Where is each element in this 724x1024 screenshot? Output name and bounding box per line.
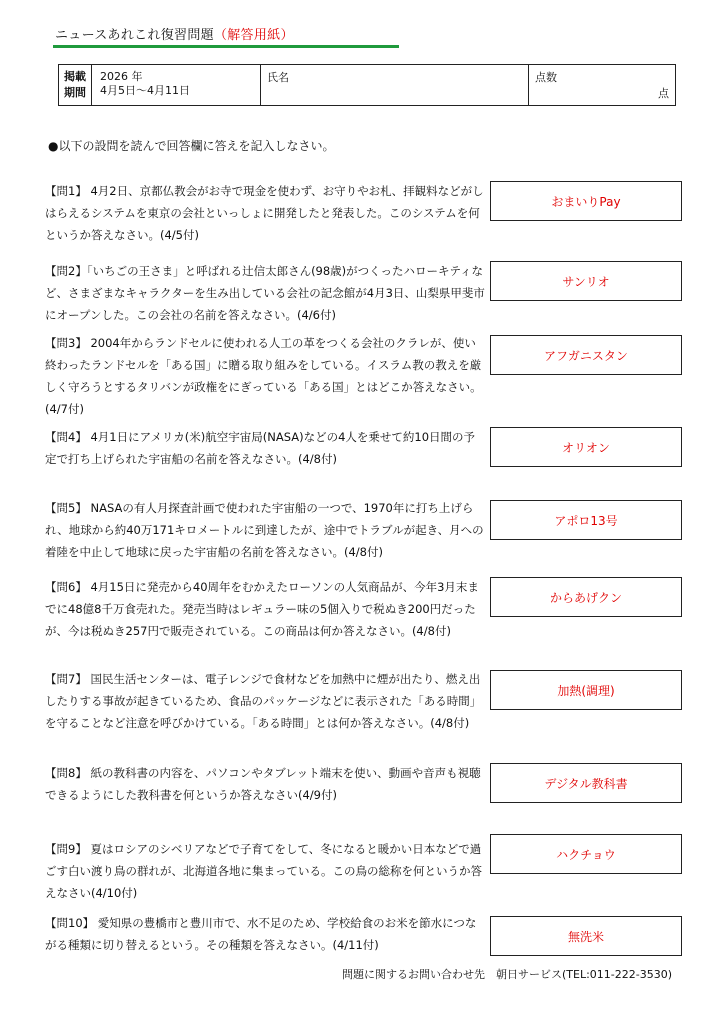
question-5: 【問5】 NASAの有人月探査計画で使われた宇宙船の一つで、1970年に打ち上げられ、地球から約40万171キロメートルに到達したが、途中でトラブルが起き、月への着陸を中止して地球に戻った宇宙船の名前を答えなさい。(4/8付)	[45, 501, 484, 559]
question-4: 【問4】 4月1日にアメリカ(米)航空宇宙局(NASA)などの4人を乗せて約10日間の予定で打ち上げられた宇宙船の名前を答えなさい。(4/8付)	[45, 430, 476, 466]
answer-box-5[interactable]: アポロ13号	[490, 500, 682, 540]
period-cell	[92, 65, 261, 105]
answer-box-9[interactable]: ハクチョウ	[490, 834, 682, 874]
question-1: 【問1】 4月2日、京都仏教会がお寺で現金を使わず、お守りやお札、拝観料などがしはらえるシステムを東京の会社といっしょに開発したと発表した。このシステムを何というか答えなさい。(4/5付)	[45, 184, 484, 242]
question-2: 【問2】「いちごの王さま」と呼ばれる辻信太郎さん(98歳)がつくったハローキティなど、さまざまなキャラクターを生み出している会社の記念館が4月3日、山梨県甲斐市にオープンした。この会社の名前を答えなさい。(4/6付)	[45, 264, 485, 322]
answer-box-4[interactable]: オリオン	[490, 427, 682, 467]
question-6: 【問6】 4月15日に発売から40周年をむかえたローソンの人気商品が、今年3月末までに48億8千万食売れた。発売当時はレギュラー味の5個入りで税ぬき200円だったが、今は税ぬき257円で販売されている。この商品は何か答えなさい。(4/8付)	[45, 580, 479, 638]
title-main: ニュースあれこれ復習問題	[55, 28, 214, 43]
period-year: 2026 年	[100, 70, 143, 83]
question-3: 【問3】 2004年からランドセルに使われる人工の革をつくる会社のクラレが、使い終わったランドセルを「ある国」に贈る取り組みをしている。イスラム教の教えを厳しく守ろうとするタリバンが政権をにぎっている「ある国」とはどこか答えなさい。(4/7付)	[45, 336, 482, 416]
answer-box-2[interactable]: サンリオ	[490, 261, 682, 301]
answer-box-10[interactable]: 無洗米	[490, 916, 682, 956]
answer-box-8[interactable]: デジタル教科書	[490, 763, 682, 803]
score-field[interactable]	[529, 65, 675, 105]
question-8: 【問8】 紙の教科書の内容を、パソコンやタブレット端末を使い、動画や音声も視聴できるようにした教科書を何というか答えなさい(4/9付)	[45, 766, 481, 802]
period-label-line-2: 期間	[64, 86, 86, 99]
question-7: 【問7】 国民生活センターは、電子レンジで食材などを加熱中に煙が出たり、燃え出したりする事故が起きているため、食品のパッケージなどに表示された「ある時間」を守ることなど注意を呼びかけている。「ある時間」とは何か答えなさい。(4/8付)	[45, 672, 482, 730]
period-label	[59, 65, 92, 105]
title-sub: （解答用紙）	[213, 28, 294, 43]
period-label-line-1: 掲載	[64, 70, 86, 83]
instruction-text: ●以下の設問を読んで回答欄に答えを記入しなさい。	[48, 139, 335, 153]
answer-box-6[interactable]: からあげクン	[490, 577, 682, 617]
page-title	[55, 24, 294, 43]
name-field[interactable]	[261, 65, 529, 105]
answer-box-3[interactable]: アフガニスタン	[490, 335, 682, 375]
score-unit: 点	[658, 87, 669, 100]
info-table	[58, 64, 676, 106]
answer-box-1[interactable]: おまいりPay	[490, 181, 682, 221]
score-label: 点数	[535, 71, 557, 84]
title-underline	[53, 45, 399, 48]
period-range: 4月5日～4月11日	[100, 84, 190, 97]
question-10: 【問10】 愛知県の豊橋市と豊川市で、水不足のため、学校給食のお米を節水につながる種類に切り替えるという。その種類を答えなさい。(4/11付)	[45, 916, 477, 952]
answer-box-7[interactable]: 加熱(調理)	[490, 670, 682, 710]
name-label: 氏名	[267, 71, 289, 84]
contact-footer: 問題に関するお問い合わせ先 朝日サービス(TEL:011-222-3530)	[342, 968, 673, 981]
question-9: 【問9】 夏はロシアのシベリアなどで子育てをして、冬になると暖かい日本などで過ごす白い渡り鳥の群れが、北海道各地に集まっている。この鳥の総称を何というか答えなさい(4/10付)	[45, 842, 482, 900]
